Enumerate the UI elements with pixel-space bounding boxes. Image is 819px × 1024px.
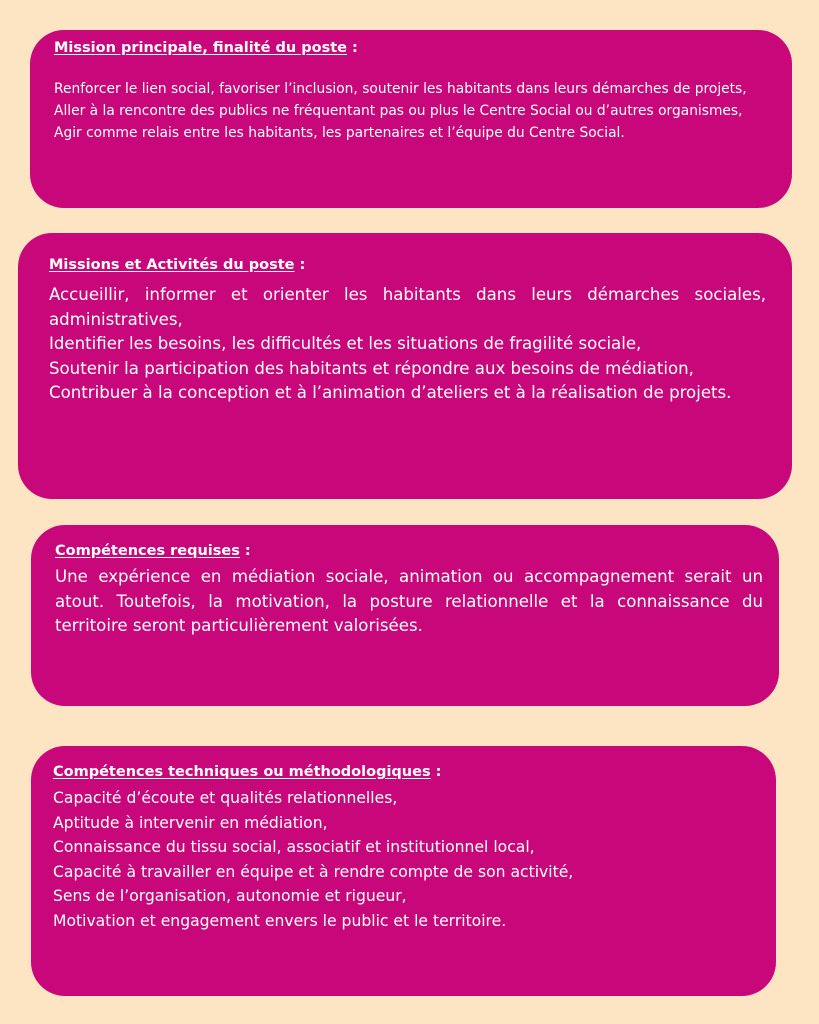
missions-activites-line: Soutenir la participation des habitants et répondre aux besoins de médiation,: [49, 358, 694, 378]
competences-requises-title-suffix: :: [239, 543, 251, 559]
competences-techniques-line: Motivation et engagement envers le public et le territoire.: [53, 911, 507, 930]
competences-techniques-line: Capacité d’écoute et qualités relationnelles,: [53, 789, 398, 807]
missions-activites-title-text: Missions et Activités du poste: [49, 257, 295, 273]
mission-title-text: Mission principale, finalité du poste: [54, 40, 347, 56]
missions-activites-line: Contribuer à la conception et à l’animation d’ateliers et à la réalisation de projets.: [49, 383, 732, 402]
competences-requises-title-text: Compétences requises: [55, 543, 240, 559]
mission-title-suffix: :: [346, 40, 358, 56]
mission-line: Agir comme relais entre les habitants, les partenaires et l’équipe du Centre Social.: [54, 125, 625, 141]
competences-requises-title: [55, 543, 763, 559]
competences-requises-card: [31, 525, 779, 706]
missions-activites-line: Accueillir, informer et orienter les habitants dans leurs démarches sociales, administratives,: [49, 285, 766, 329]
competences-techniques-body: [53, 786, 760, 934]
competences-techniques-line: Sens de l’organisation, autonomie et rigueur,: [53, 887, 407, 906]
mission-line: Renforcer le lien social, favoriser l’inclusion, soutenir les habitants dans leurs démarches de projets,: [54, 81, 747, 97]
competences-techniques-card: [31, 746, 776, 996]
missions-activites-title-suffix: :: [294, 257, 306, 273]
competences-techniques-line: Connaissance du tissu social, associatif et institutionnel local,: [53, 838, 535, 857]
competences-techniques-title: [53, 764, 760, 780]
competences-techniques-line: Aptitude à intervenir en médiation,: [53, 813, 328, 832]
mission-title: [54, 40, 776, 56]
mission-line: Aller à la rencontre des publics ne fréquentant pas ou plus le Centre Social ou d’autres organismes,: [54, 103, 743, 119]
competences-requises-text: Une expérience en médiation sociale, animation ou accompagnement serait un atout. Toutefois, la motivation, la posture relationnelle et la connaissance du territoire seront particulièrement valorisées.: [55, 567, 763, 635]
missions-activites-line: Identifier les besoins, les difficultés et les situations de fragilité sociale,: [49, 334, 642, 353]
competences-techniques-title-suffix: :: [430, 764, 442, 780]
mission-card: [30, 30, 792, 208]
missions-activites-card: [18, 233, 792, 499]
mission-body: [54, 78, 776, 144]
missions-activites-body: [49, 283, 766, 406]
competences-techniques-line: Capacité à travailler en équipe et à rendre compte de son activité,: [53, 862, 574, 881]
competences-techniques-title-text: Compétences techniques ou méthodologiques: [53, 764, 431, 780]
missions-activites-title: [49, 257, 766, 273]
